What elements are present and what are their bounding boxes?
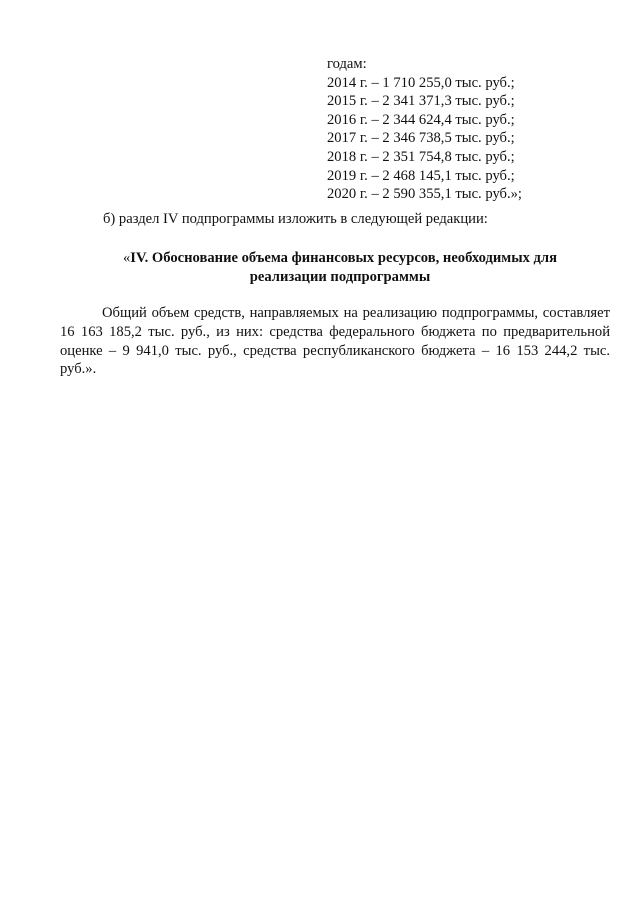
year-row-2019: 2019 г. – 2 468 145,1 тыс. руб.; <box>327 167 515 184</box>
year-row-2020: 2020 г. – 2 590 355,1 тыс. руб.»; <box>327 186 522 203</box>
section-heading <box>60 249 620 286</box>
year-row-2018: 2018 г. – 2 351 754,8 тыс. руб.; <box>327 148 515 165</box>
years-intro: годам: <box>327 56 367 72</box>
funding-by-year-list <box>327 55 522 204</box>
year-row-2016: 2016 г. – 2 344 624,4 тыс. руб.; <box>327 111 515 128</box>
heading-line-1: IV. Обоснование объема финансовых ресурсов, необходимых для <box>130 250 557 266</box>
funding-paragraph: Общий объем средств, направляемых на реализацию подпрограммы, составляет 16 163 185,2 тыс. руб., из них: средства федерального бюджета по предварительной оценке – 9 941,0 тыс. руб., средства республиканского бюджета – 16 153 244,2 тыс. руб.». <box>60 305 610 378</box>
year-row-2017: 2017 г. – 2 346 738,5 тыс. руб.; <box>327 130 515 147</box>
item-b-instruction: б) раздел IV подпрограммы изложить в следующей редакции: <box>103 211 488 227</box>
heading-line-2: реализации подпрограммы <box>249 268 431 285</box>
heading-open-quote: « <box>122 250 131 266</box>
year-row-2014: 2014 г. – 1 710 255,0 тыс. руб.; <box>327 74 515 91</box>
year-row-2015: 2015 г. – 2 341 371,3 тыс. руб.; <box>327 93 515 110</box>
